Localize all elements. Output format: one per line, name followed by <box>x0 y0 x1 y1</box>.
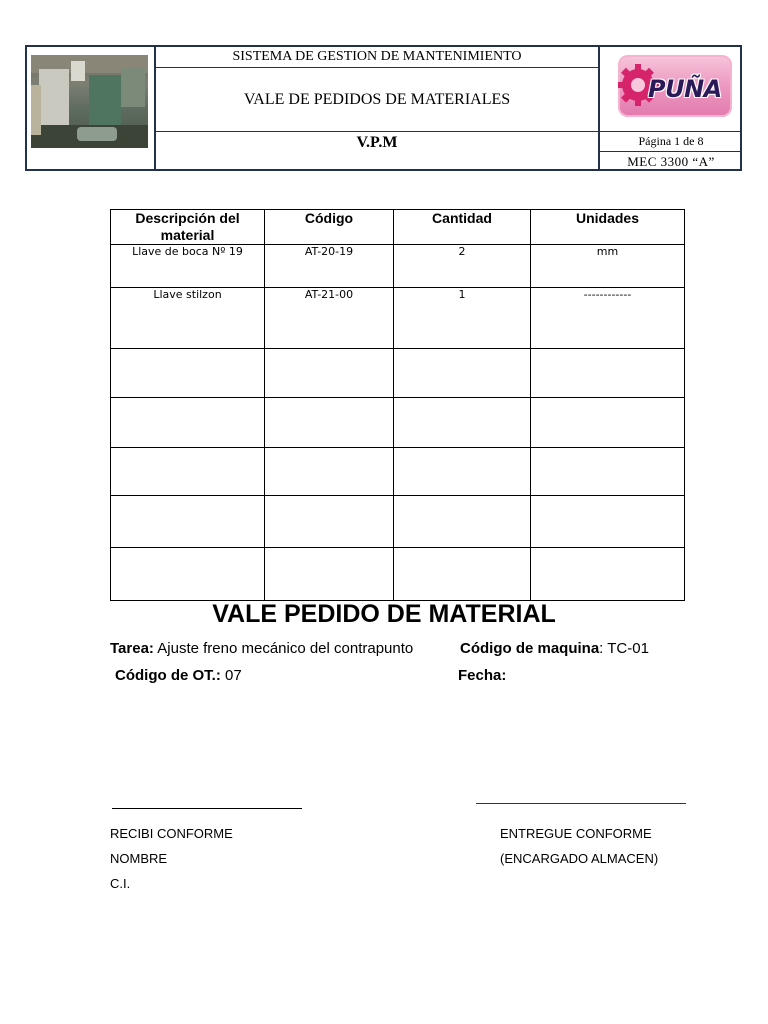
table-cell <box>394 448 531 496</box>
table-cell: ------------ <box>531 288 685 349</box>
table-row <box>111 448 685 496</box>
table-cell <box>394 349 531 398</box>
header-rule <box>156 67 598 68</box>
table-cell <box>394 496 531 548</box>
column-header: Descripción del material <box>111 210 265 245</box>
table-cell <box>111 448 265 496</box>
table-cell: 1 <box>394 288 531 349</box>
table-cell <box>394 398 531 448</box>
table-cell: mm <box>531 245 685 288</box>
table-cell <box>531 448 685 496</box>
tarea-value: Ajuste freno mecánico del contrapunto <box>153 640 414 657</box>
signature-line-left <box>112 808 302 809</box>
page-indicator: Página 1 de 8 <box>638 134 704 148</box>
header-rule <box>600 151 742 152</box>
tarea-field <box>110 640 450 658</box>
table-cell <box>111 398 265 448</box>
column-header: Cantidad <box>394 210 531 245</box>
table-cell <box>111 548 265 601</box>
table-row <box>111 398 685 448</box>
encargado-almacen-label: (ENCARGADO ALMACEN) <box>500 851 659 866</box>
system-title: SISTEMA DE GESTION DE MANTENIMIENTO <box>232 49 522 64</box>
table-cell <box>265 548 394 601</box>
table-cell: 2 <box>394 245 531 288</box>
table-cell <box>531 398 685 448</box>
table-cell <box>265 398 394 448</box>
entregue-conforme-label: ENTREGUE CONFORME <box>500 826 652 841</box>
materials-table <box>110 209 685 601</box>
table-cell <box>111 349 265 398</box>
section-title: VALE PEDIDO DE MATERIAL <box>212 600 556 628</box>
table-cell <box>531 349 685 398</box>
table-row <box>111 288 685 349</box>
table-cell: AT-21-00 <box>265 288 394 349</box>
company-logo <box>618 55 732 117</box>
form-title: VALE DE PEDIDOS DE MATERIALES <box>243 91 511 108</box>
codigo-ot-value: 07 <box>220 667 242 684</box>
table-cell <box>394 548 531 601</box>
table-row <box>111 548 685 601</box>
codigo-ot-field <box>115 667 315 685</box>
column-header: Unidades <box>531 210 685 245</box>
table-cell <box>265 349 394 398</box>
column-header: Código <box>265 210 394 245</box>
nombre-label: NOMBRE <box>110 851 168 866</box>
table-row <box>111 349 685 398</box>
tarea-label: Tarea: <box>110 640 154 657</box>
codigo-maquina-field <box>460 640 690 658</box>
form-abbreviation: V.P.M <box>356 134 398 151</box>
codigo-maquina-label: Código de maquina <box>460 640 600 657</box>
table-cell <box>531 496 685 548</box>
document-header <box>25 45 742 171</box>
logo-text: PUÑA <box>648 75 722 103</box>
table-cell <box>111 496 265 548</box>
table-cell: Llave stilzon <box>111 288 265 349</box>
codigo-ot-label: Código de OT.: <box>115 667 221 684</box>
logo-area <box>600 47 742 131</box>
table-cell: AT-20-19 <box>265 245 394 288</box>
table-row <box>111 496 685 548</box>
table-cell <box>531 548 685 601</box>
recibi-conforme-label: RECIBI CONFORME <box>110 826 233 841</box>
ci-label: C.I. <box>110 876 131 891</box>
signature-line-right <box>476 803 686 804</box>
table-cell: Llave de boca Nº 19 <box>111 245 265 288</box>
machine-photo <box>31 55 148 148</box>
codigo-maquina-value: : TC-01 <box>599 640 649 657</box>
document-code: MEC 3300 “A” <box>627 154 715 169</box>
fecha-field <box>458 667 558 685</box>
table-cell <box>265 496 394 548</box>
table-header-row <box>111 210 685 245</box>
table-row <box>111 245 685 288</box>
fecha-label: Fecha: <box>458 667 507 684</box>
table-cell <box>265 448 394 496</box>
